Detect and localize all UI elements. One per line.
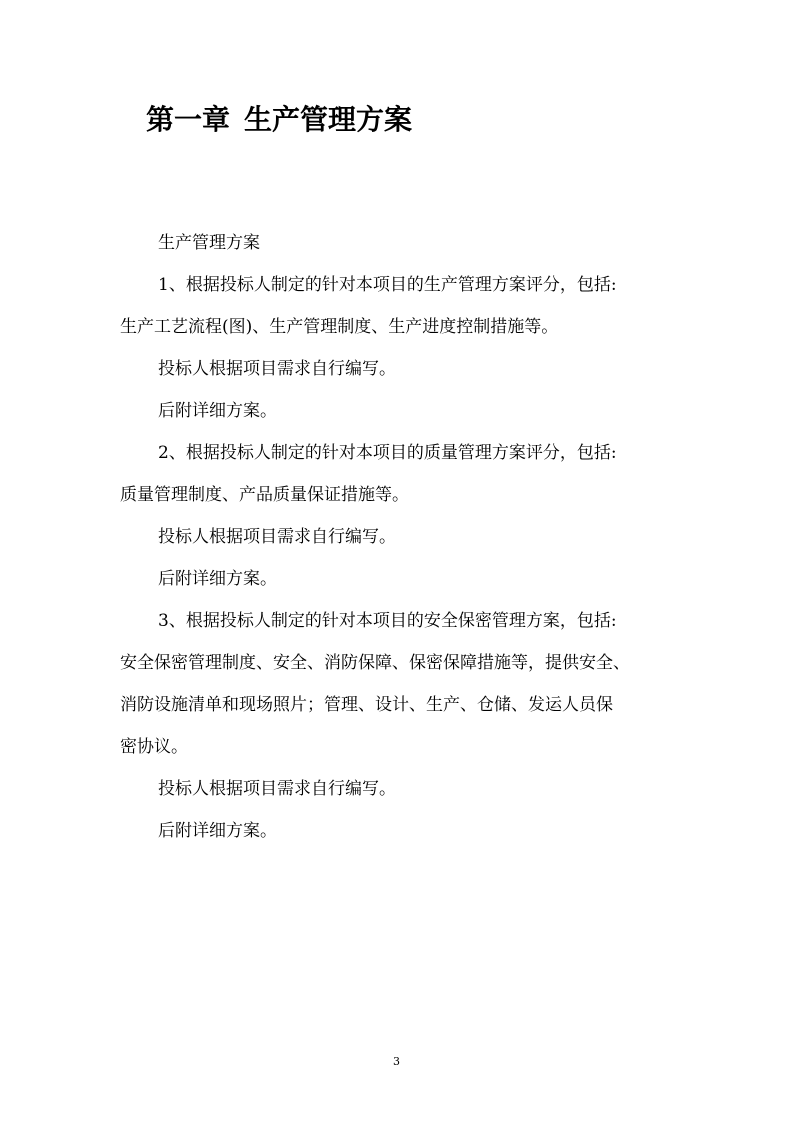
paragraph [120, 432, 670, 516]
paragraph [120, 516, 670, 558]
paragraph [120, 264, 670, 348]
paragraph [120, 600, 670, 768]
text-line: 消防设施清单和现场照片；管理、设计、生产、仓储、发运人员保 [120, 695, 613, 715]
chapter-name: 生产管理方案 [244, 103, 413, 136]
text-line: 后附详细方案。 [158, 821, 277, 841]
paragraph [120, 222, 670, 264]
text-line: 1、根据投标人制定的针对本项目的生产管理方案评分，包括: [158, 275, 617, 295]
document-body [120, 222, 670, 852]
text-line: 投标人根据项目需求自行编写。 [158, 359, 396, 379]
paragraph [120, 390, 670, 432]
paragraph [120, 768, 670, 810]
text-line: 安全保密管理制度、安全、消防保障、保密保障措施等，提供安全、 [120, 653, 630, 673]
text-line: 质量管理制度、产品质量保证措施等。 [120, 485, 409, 505]
text-line: 投标人根据项目需求自行编写。 [158, 527, 396, 547]
text-line: 2、根据投标人制定的针对本项目的质量管理方案评分，包括: [158, 443, 617, 463]
text-line: 密协议。 [120, 737, 188, 757]
paragraph [120, 558, 670, 600]
paragraph [120, 810, 670, 852]
text-line: 3、根据投标人制定的针对本项目的安全保密管理方案，包括: [158, 611, 617, 631]
chapter-label: 第一章 [146, 103, 231, 136]
paragraph [120, 348, 670, 390]
text-line: 生产管理方案 [158, 233, 260, 253]
text-line: 投标人根据项目需求自行编写。 [158, 779, 396, 799]
text-line: 后附详细方案。 [158, 569, 277, 589]
text-line: 后附详细方案。 [158, 401, 277, 421]
text-line: 生产工艺流程(图)、生产管理制度、生产进度控制措施等。 [120, 317, 559, 337]
page-number: 3 [393, 1055, 400, 1068]
chapter-title [146, 98, 412, 142]
